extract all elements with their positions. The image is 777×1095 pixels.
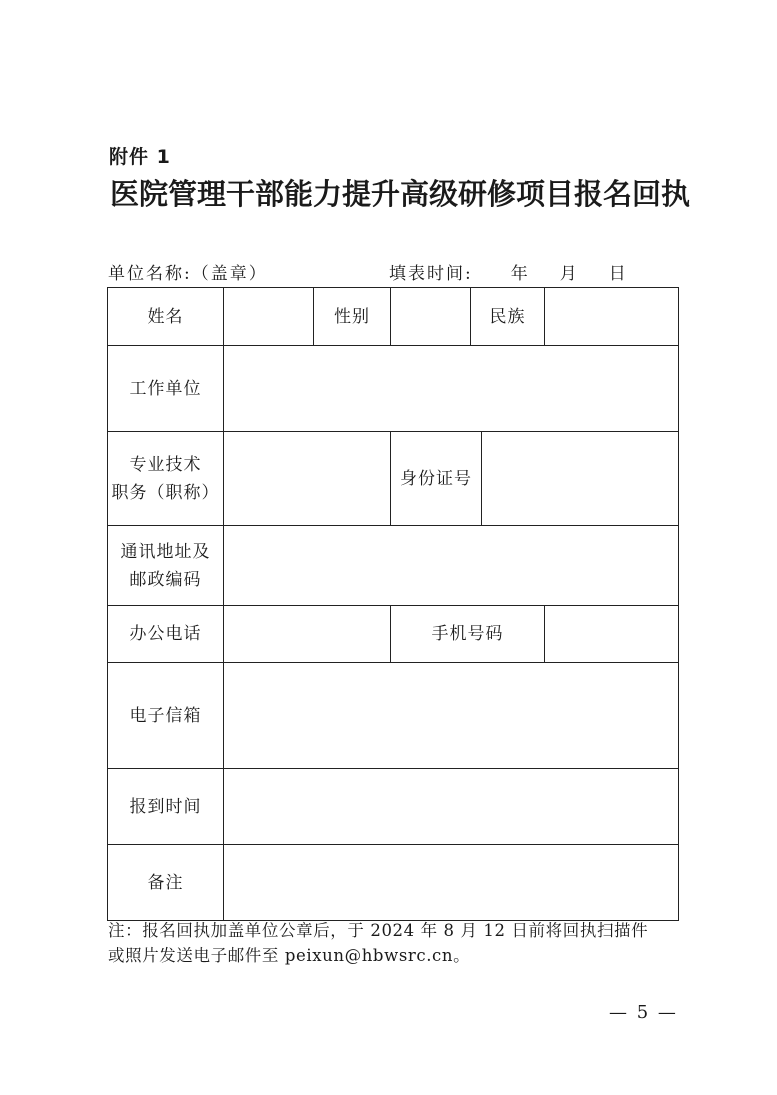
arrival-time-input-cell[interactable] (224, 769, 679, 845)
office-phone-input-cell[interactable] (224, 606, 391, 663)
remarks-label-cell: 备注 (108, 845, 224, 921)
mobile-label-cell: 手机号码 (391, 606, 545, 663)
gender-input-cell[interactable] (391, 288, 471, 346)
year-label: 年 (510, 264, 530, 284)
gender-label-cell: 性别 (314, 288, 391, 346)
unit-name-label: 单位名称:（盖章） (108, 264, 268, 284)
work-unit-input-cell[interactable] (224, 346, 679, 432)
fill-time-label: 填表时间: (389, 264, 473, 284)
id-number-input-cell[interactable] (482, 432, 679, 526)
page-title: 医院管理干部能力提升高级研修项目报名回执 (110, 177, 691, 211)
work-unit-label-cell: 工作单位 (108, 346, 224, 432)
email-input-cell[interactable] (224, 663, 679, 769)
ethnicity-input-cell[interactable] (545, 288, 679, 346)
footnote-line2: 或照片发送电子邮件至 peixun@hbwsrc.cn。 (108, 946, 471, 965)
footnote (108, 918, 678, 968)
month-label: 月 (559, 264, 579, 284)
professional-title-label-line1: 专业技术 (129, 454, 202, 475)
professional-title-input-cell[interactable] (224, 432, 391, 526)
mobile-input-cell[interactable] (545, 606, 679, 663)
professional-title-label-cell (108, 432, 224, 526)
name-label-cell: 姓名 (108, 288, 224, 346)
ethnicity-label-cell: 民族 (471, 288, 545, 346)
remarks-input-cell[interactable] (224, 845, 679, 921)
id-number-label-cell: 身份证号 (391, 432, 482, 526)
address-label-line1: 通讯地址及 (120, 541, 211, 562)
day-label: 日 (608, 264, 628, 284)
arrival-time-label-cell: 报到时间 (108, 769, 224, 845)
address-input-cell[interactable] (224, 526, 679, 606)
footnote-line1: 注：报名回执加盖单位公章后，于 2024 年 8 月 12 日前将回执扫描件 (108, 921, 649, 940)
name-input-cell[interactable] (224, 288, 314, 346)
email-label-cell: 电子信箱 (108, 663, 224, 769)
professional-title-label-line2: 职务（职称） (111, 482, 220, 503)
address-label-line2: 邮政编码 (129, 569, 202, 590)
attachment-label: 附件 1 (109, 146, 171, 168)
registration-form-table (107, 287, 679, 921)
office-phone-label-cell: 办公电话 (108, 606, 224, 663)
page-number: — 5 — (609, 1002, 678, 1023)
fill-time (389, 259, 628, 284)
address-label-cell (108, 526, 224, 606)
